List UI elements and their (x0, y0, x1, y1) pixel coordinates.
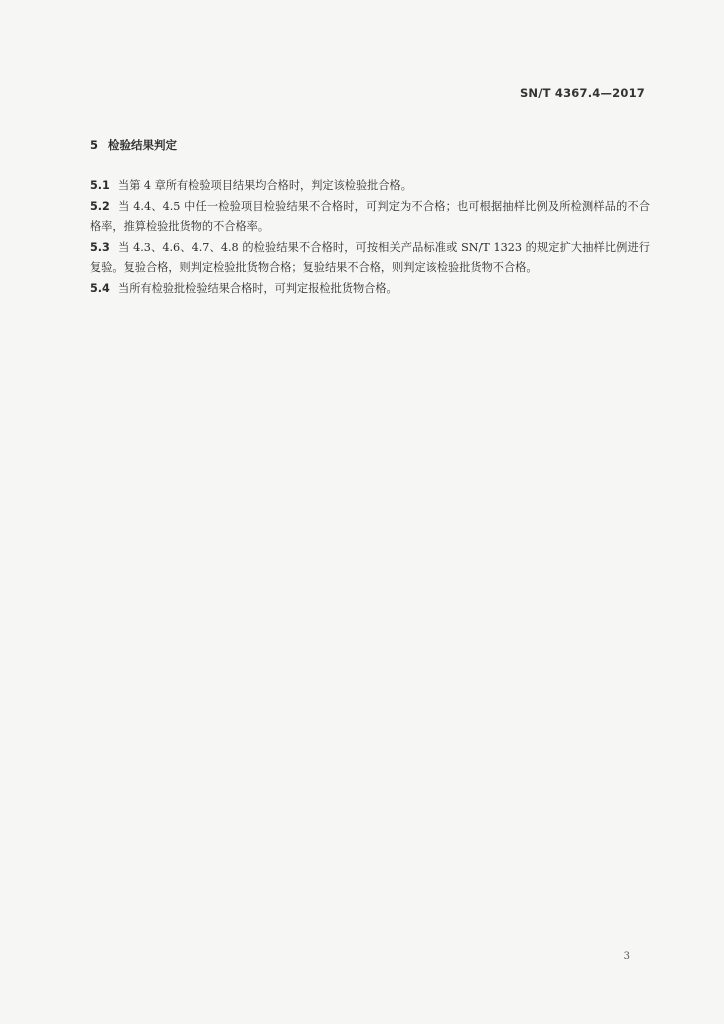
section-title: 检验结果判定 (108, 138, 177, 152)
clause-number: 5.1 (90, 179, 110, 192)
clause-text: 当第 4 章所有检验项目结果均合格时，判定该检验批合格。 (118, 179, 412, 192)
clause-5-2 (90, 197, 650, 238)
clause-5-3 (90, 238, 650, 279)
clause-text: 当 4.4、4.5 中任一检验项目检验结果不合格时，可判定为不合格；也可根据抽样比例及所检测样品的不合格率，推算检验批货物的不合格率。 (90, 199, 650, 233)
clause-text: 当所有检验批检验结果合格时，可判定报检批货物合格。 (118, 281, 398, 295)
section-number: 5 (90, 138, 99, 152)
page-number: 3 (623, 951, 630, 962)
section-heading (90, 137, 177, 153)
clause-5-4 (90, 279, 650, 300)
clause-list (90, 176, 650, 299)
clause-text: 当 4.3、4.6、4.7、4.8 的检验结果不合格时，可按相关产品标准或 SN/T 1323 的规定扩大抽样比例进行复验。复验合格，则判定检验批货物合格；复验结果不合格，则判定该检验批货物不合格。 (90, 240, 650, 274)
clause-number: 5.2 (90, 199, 110, 213)
clause-number: 5.4 (90, 281, 110, 295)
standard-code: SN/T 4367.4—2017 (519, 86, 645, 100)
clause-number: 5.3 (90, 240, 110, 254)
clause-5-1 (90, 176, 650, 197)
